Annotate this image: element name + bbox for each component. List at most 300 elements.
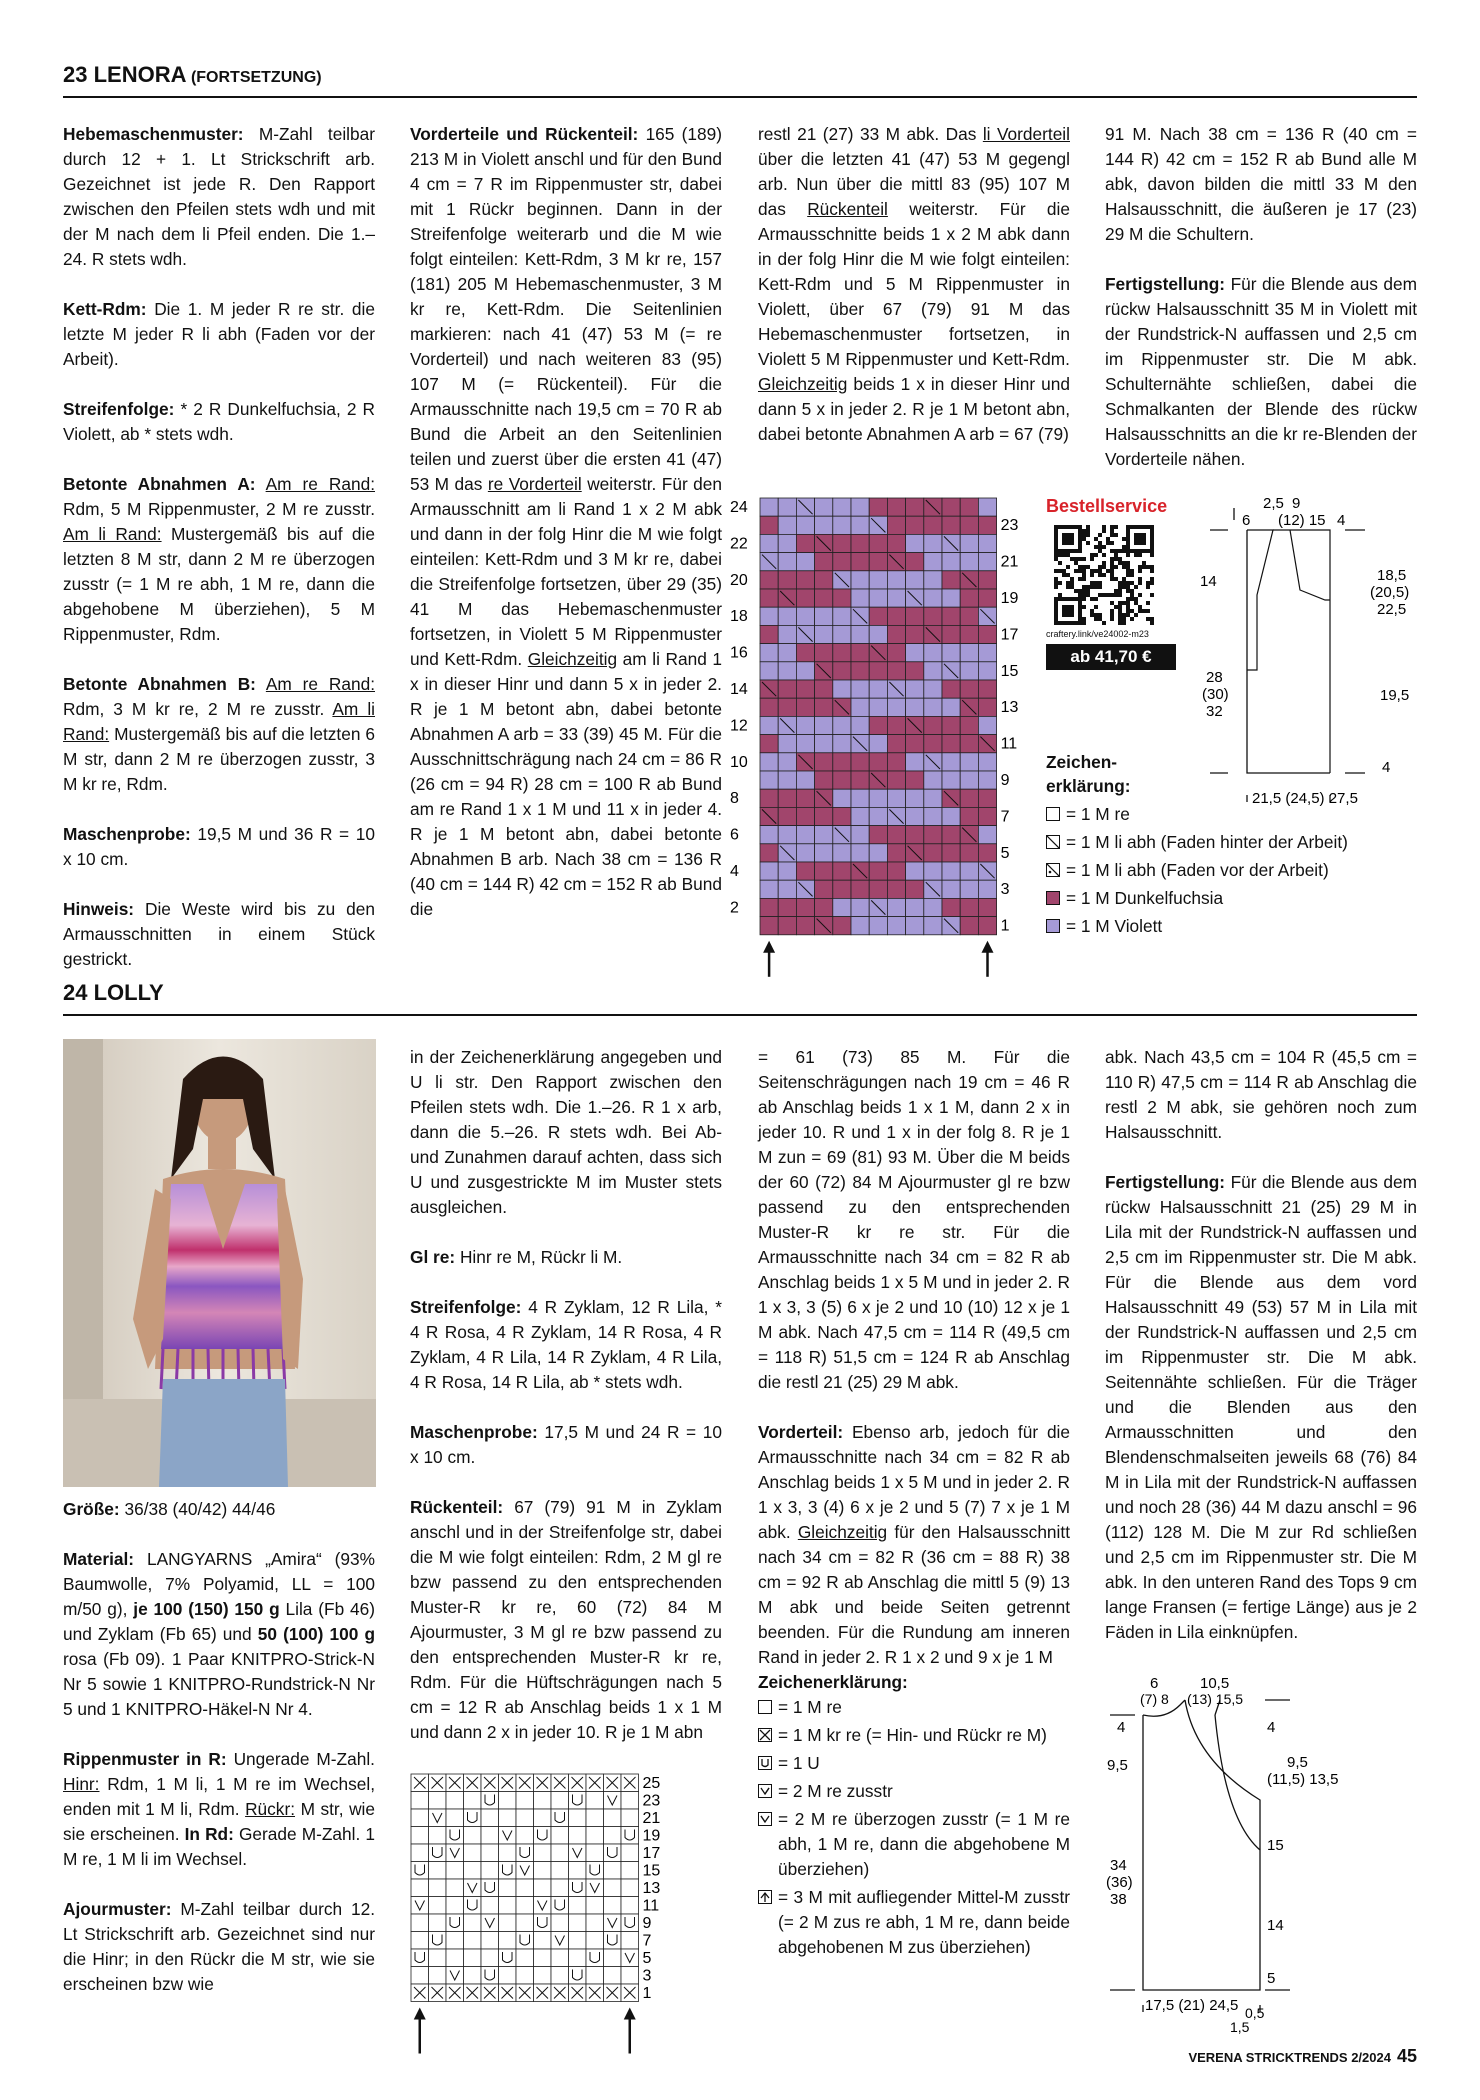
chart-cell — [833, 753, 851, 771]
chart-cell — [942, 807, 960, 825]
chart-row-number-right: 13 — [1000, 699, 1019, 717]
chart-cell — [778, 753, 796, 771]
chart-cell — [942, 589, 960, 607]
chart-cell — [481, 1827, 499, 1845]
lolly-column-4 — [1105, 1045, 1417, 1670]
chart-cell — [499, 1932, 517, 1950]
chart-cell — [760, 589, 778, 607]
chart-cell — [516, 1897, 534, 1915]
rueckenteil-paragraph: Rückenteil: 67 (79) 91 M in Zyklam anschl und in der Streifenfolge str, dabei die M wie folgt einteilen: Rdm, 2 M gl re bzw passend zu den entsprechenden Muster-R kr re, 60 (72) 84 M Ajourmuster, 3 M gl re bzw passend zu den entsprechenden Muster-R kr re, Rdm. Für die Hüftschrägungen nach 5 cm = 12 R ab Anschlag beids 1 x 1 M und dann 2 x in jeder 10. R je 1 M abn — [410, 1497, 722, 1742]
chart-cell — [869, 880, 887, 898]
chart-cell — [796, 644, 814, 662]
chart-cell — [464, 1809, 482, 1827]
lolly-chart-svg — [405, 1770, 675, 2060]
chart-cell — [815, 698, 833, 716]
chart-cell — [851, 644, 869, 662]
chart-cell — [869, 716, 887, 734]
chart-cell — [760, 625, 778, 643]
chart-cell — [833, 771, 851, 789]
lenora-chart-svg — [728, 490, 1038, 990]
chart-cell — [796, 789, 814, 807]
chart-row-number-right: 5 — [1000, 844, 1010, 862]
chart-cell — [551, 1844, 569, 1862]
chart-cell — [446, 1792, 464, 1810]
svg-text:14: 14 — [1267, 1917, 1284, 1934]
chart-cell — [869, 625, 887, 643]
chart-cell — [621, 1809, 639, 1827]
svg-text:18,5: 18,5 — [1377, 567, 1407, 584]
chart-cell — [906, 698, 924, 716]
chart-cell — [429, 1862, 447, 1880]
ruecken-paragraph: restl 21 (27) 33 M abk. Das li Vorderteil über die letzten 41 (47) 53 M gegengl arb. Nun über die mittl 83 (95) 107 M das Rückenteil weiterstr. Für die Armausschnitte beids 1 x 2 M abk dann in der folg Hinr die M wie folgt einteilen: Kett-Rdm und 5 M Rippenmuster in Violett, über 67 (79) 91 M das Hebemaschenmuster fortsetzen, in Violett 5 M Rippenmuster und Kett-Rdm. Gleichzeitig beids 1 x in dieser Hinr und dann 5 x in jeder 2. R je 1 M betont abn, dabei betonte Abnahmen A arb = 67 (79) — [758, 124, 1070, 444]
chart-cell — [851, 789, 869, 807]
svg-text:22,5: 22,5 — [1377, 601, 1407, 618]
chart-row-number-right: 9 — [1000, 772, 1010, 789]
chart-cell — [906, 880, 924, 898]
chart-cell — [960, 607, 978, 625]
chart-cell — [978, 534, 996, 552]
chart-cell — [906, 735, 924, 753]
qr-code-icon[interactable] — [1054, 525, 1154, 625]
chart-cell — [778, 698, 796, 716]
chart-cell — [851, 589, 869, 607]
chart-cell — [942, 680, 960, 698]
chart-cell — [906, 571, 924, 589]
chart-cell — [924, 607, 942, 625]
lolly-knitting-chart — [405, 1770, 675, 2060]
chart-cell — [942, 826, 960, 844]
svg-text:17,5 (21) 24,5: 17,5 (21) 24,5 — [1145, 1997, 1239, 2014]
chart-cell — [534, 1967, 552, 1985]
lolly-col4-intro: abk. Nach 43,5 cm = 104 R (45,5 cm = 110 R) 47,5 cm = 114 R ab Anschlag die restl 2 M abk, sie gehören noch zum Halsausschnitt. — [1105, 1047, 1417, 1142]
chart-cell — [778, 898, 796, 916]
chart-cell — [586, 1827, 604, 1845]
chart-cell — [815, 862, 833, 880]
chart-cell — [604, 1862, 622, 1880]
chart-cell — [942, 862, 960, 880]
svg-text:4: 4 — [1337, 512, 1346, 529]
chart-cell — [833, 607, 851, 625]
chart-cell — [924, 716, 942, 734]
lolly-legend-3m: = 3 M mit aufliegender Mittel-M zusstr (= 2 M zus re abh, 1 M re, dann beide abgehobenen M zus überziehen) — [758, 1885, 1070, 1960]
chart-cell — [760, 753, 778, 771]
chart-row-number-right: 7 — [642, 1932, 652, 1950]
chart-cell — [569, 1932, 587, 1950]
chart-cell — [960, 625, 978, 643]
chart-cell — [464, 1844, 482, 1862]
chart-cell — [481, 1949, 499, 1967]
chart-cell — [960, 716, 978, 734]
chart-cell — [887, 698, 905, 716]
chart-cell — [569, 1949, 587, 1967]
chart-cell — [569, 1844, 587, 1862]
chart-cell — [446, 1897, 464, 1915]
chart-cell — [516, 1844, 534, 1862]
chart-cell — [621, 1949, 639, 1967]
chart-cell — [429, 1967, 447, 1985]
chart-cell — [924, 844, 942, 862]
chart-cell — [796, 607, 814, 625]
chart-cell — [569, 1792, 587, 1810]
chart-cell — [887, 917, 905, 935]
chart-cell — [621, 1862, 639, 1880]
svg-text:14: 14 — [1200, 573, 1217, 590]
lenora-col4-text: 91 M. Nach 38 cm = 136 R (40 cm = 144 R) 42 cm = 152 R ab Bund alle M abk, davon bilden die mittl 33 M den Halsausschnitt, die äußeren je 17 (23) 29 M die Schultern. — [1105, 124, 1417, 244]
chart-cell — [569, 1862, 587, 1880]
svg-text:28: 28 — [1206, 669, 1223, 686]
chart-row-number-left: 6 — [730, 826, 739, 844]
chart-cell — [942, 898, 960, 916]
chart-cell — [924, 771, 942, 789]
svg-text:(30): (30) — [1202, 686, 1229, 703]
chart-cell — [887, 771, 905, 789]
page-footer — [1188, 2046, 1417, 2067]
chart-cell — [869, 698, 887, 716]
chart-cell — [621, 1792, 639, 1810]
lolly-column-2 — [410, 1045, 722, 1770]
chart-cell — [924, 589, 942, 607]
order-link[interactable]: craftery.link/ve24002-m23 — [1046, 629, 1149, 639]
chart-cell — [851, 625, 869, 643]
chart-cell — [960, 917, 978, 935]
chart-row-number-left: 24 — [730, 499, 748, 516]
chart-cell — [499, 1827, 517, 1845]
svg-text:5: 5 — [1267, 1970, 1276, 1987]
chart-cell — [942, 571, 960, 589]
chart-cell — [760, 917, 778, 935]
legend-item-li-abh-hinter: = 1 M li abh (Faden hinter der Arbeit) — [1046, 830, 1426, 855]
chart-cell — [942, 844, 960, 862]
chart-cell — [924, 571, 942, 589]
arrow-head — [763, 941, 775, 953]
magazine-name: VERENA STRICKTRENDS 2/2024 — [1188, 2050, 1391, 2065]
chart-cell — [960, 516, 978, 534]
chart-cell — [887, 753, 905, 771]
chart-cell — [760, 498, 778, 516]
chart-cell — [815, 880, 833, 898]
chart-cell — [534, 1949, 552, 1967]
chart-cell — [942, 625, 960, 643]
chart-cell — [586, 1914, 604, 1932]
chart-cell — [887, 789, 905, 807]
chart-cell — [604, 1844, 622, 1862]
chart-cell — [978, 662, 996, 680]
chart-cell — [446, 1862, 464, 1880]
chart-cell — [851, 898, 869, 916]
u-square-icon — [758, 1756, 772, 1770]
chart-cell — [760, 844, 778, 862]
chart-cell — [446, 1879, 464, 1897]
section-number-title-lolly: 24 LOLLY — [63, 980, 164, 1005]
chart-row-number-left: 22 — [730, 535, 748, 553]
chart-cell — [906, 826, 924, 844]
chart-cell — [534, 1862, 552, 1880]
section-header-lolly — [63, 980, 1417, 1016]
chart-row-number-right: 13 — [642, 1880, 661, 1897]
chart-cell — [833, 807, 851, 825]
chart-cell — [833, 625, 851, 643]
chart-cell — [815, 644, 833, 662]
chart-cell — [924, 807, 942, 825]
chart-cell — [586, 1809, 604, 1827]
chart-cell — [851, 716, 869, 734]
chart-cell — [887, 880, 905, 898]
chart-cell — [815, 607, 833, 625]
chart-cell — [833, 880, 851, 898]
chart-cell — [924, 644, 942, 662]
chart-cell — [534, 1844, 552, 1862]
svg-text:9: 9 — [1292, 495, 1301, 512]
chart-cell — [942, 753, 960, 771]
chart-row-number-right: 1 — [642, 1985, 652, 2002]
chart-cell — [887, 607, 905, 625]
chart-cell — [586, 1879, 604, 1897]
chart-cell — [411, 1967, 429, 1985]
chart-cell — [978, 625, 996, 643]
chart-cell — [887, 516, 905, 534]
lenora-fertigstellung-paragraph: Fertigstellung: Für die Blende aus dem rückw Halsausschnitt 35 M in Violett mit der Rundstrick-N auffassen und 2,5 cm im Rippenmuster str. Die M abk. Schulternähte schließen, dabei die Schmalkanten der Blende des rückw Halsausschnitts an die kr re-Blenden der Vorderteile nähen. — [1105, 274, 1417, 469]
chart-row-number-left: 4 — [730, 863, 739, 880]
chart-cell — [887, 498, 905, 516]
chart-cell — [534, 1897, 552, 1915]
chart-cell — [569, 1879, 587, 1897]
lenora-schematic-svg — [1200, 490, 1430, 820]
lenora-schematic — [1200, 490, 1430, 820]
vorderteile-paragraph: Vorderteile und Rückenteil: 165 (189) 213 M in Violett anschl und für den Bund 4 cm = 7 R im Rippenmuster str, dabei mit 1 Rückr beginnen. Dann in der Streifenfolge weiterarb und die M wie folgt einteilen: Kett-Rdm, 3 M kr re, 157 (181) 205 M Hebemaschenmuster, 3 M kr re, Kett-Rdm. Die Seitenlinien markieren: nach 41 (47) 53 M (= re Vorderteil) und nach weiteren 83 (95) 107 M (= Rückenteil). Für die Armausschnitte nach 19,5 cm = 70 R ab Bund die Arbeit an den Seitenlinien teilen und zuerst über die ersten 41 (47) 53 M das re Vorderteil weiterstr. Für den Armausschnitt am li Rand 1 x 2 M abk und dann in der folg Hinr die M wie folgt einteilen: Kett-Rdm und 3 M kr re, dabei die Streifenfolge fortsetzen, über 29 (35) 41 M das Hebemaschenmuster fortsetzen, in Violett 5 M Rippenmuster und Kett-Rdm. Gleichzeitig am li Rand 1 x in dieser Hinr und dann 5 x in jeder 2. R je 1 M betont abn, dabei betonte Abnahmen A arb = 33 (39) 45 M. Für die Ausschnittschrägung nach 24 cm = 86 R (26 cm = 94 R) 28 cm = 100 R ab Bund am re Rand 1 x 1 M und 11 x in jeder 4. R je 1 M betont abn, dabei betonte Abnahmen B arb. Nach 38 cm = 136 R (40 cm = 144 R) 42 cm = 152 R ab Bund die — [410, 124, 722, 919]
chart-cell — [942, 516, 960, 534]
chart-cell — [906, 862, 924, 880]
chart-cell — [796, 844, 814, 862]
chart-cell — [760, 607, 778, 625]
chart-row-number-right: 9 — [642, 1915, 652, 1932]
price-badge: ab 41,70 € — [1046, 644, 1176, 670]
chart-cell — [621, 1844, 639, 1862]
chart-cell — [869, 789, 887, 807]
chart-cell — [851, 771, 869, 789]
legend-item-re: = 1 M re — [1046, 802, 1426, 827]
lolly-col3-intro: = 61 (73) 85 M. Für die Seitenschrägungen nach 19 cm = 46 R ab Anschlag beids 1 x 1 M, dann 2 x in jeder 10. R und 1 x in der folg 8. R je 1 M zun = 69 (81) 93 M. Über die M beids der 60 (72) 84 M Ajourmuster gl re bzw passend zu den entsprechenden Muster-R kr re str. Für die Armausschnitte nach 34 cm = 82 R ab Anschlag beids 1 x 5 M und in jeder 2. R 1 x 3, 3 (5) 6 x je 2 und 10 (10) 12 x je 1 M abk. Nach 47,5 cm = 114 R (49,5 cm = 118 R) 51,5 cm = 124 R ab Anschlag die restl 21 (25) 29 M abk. — [758, 1047, 1070, 1392]
chart-cell — [499, 1879, 517, 1897]
chart-cell — [481, 1897, 499, 1915]
chart-cell — [446, 1914, 464, 1932]
chart-cell — [499, 1792, 517, 1810]
chart-cell — [833, 589, 851, 607]
chart-cell — [796, 571, 814, 589]
chart-cell — [833, 898, 851, 916]
chart-cell — [778, 662, 796, 680]
chart-cell — [411, 1827, 429, 1845]
hinweis-paragraph: Hinweis: Die Weste wird bis zu den Armausschnitten in einem Stück gestrickt. — [63, 899, 375, 969]
legend-title-line2: erklärung: — [1046, 776, 1131, 796]
chart-cell — [815, 826, 833, 844]
chart-cell — [760, 571, 778, 589]
model-photo-svg — [63, 1039, 376, 1487]
chart-row-number-right: 11 — [642, 1897, 660, 1915]
chart-cell — [851, 698, 869, 716]
cross-square-icon — [758, 1728, 772, 1742]
chart-row-number-left: 10 — [730, 753, 748, 771]
chart-cell — [481, 1967, 499, 1985]
chart-cell — [534, 1932, 552, 1950]
chart-cell — [411, 1862, 429, 1880]
chart-cell — [778, 607, 796, 625]
chart-cell — [960, 753, 978, 771]
chart-cell — [778, 735, 796, 753]
chart-cell — [869, 680, 887, 698]
chart-row-number-left: 2 — [730, 899, 739, 917]
lolly-col2-intro: in der Zeichenerklärung angegeben und U li str. Den Rapport zwischen den Pfeilen stets wdh. Die 1.–26. R 1 x arb, dann die 5.–26. R stets wdh. Bei Ab- und Zunahmen darauf achten, dass sich U und zusgestrickte M im Muster stets ausgleichen. — [410, 1047, 722, 1217]
chart-cell — [464, 1862, 482, 1880]
chart-cell — [516, 1967, 534, 1985]
maschenprobe-paragraph: Maschenprobe: 19,5 M und 36 R = 10 x 10 cm. — [63, 824, 376, 869]
chart-cell — [851, 516, 869, 534]
chart-cell — [906, 771, 924, 789]
chart-cell — [924, 534, 942, 552]
chart-cell — [778, 771, 796, 789]
chart-cell — [464, 1932, 482, 1950]
chart-cell — [586, 1967, 604, 1985]
chart-row-number-right: 21 — [1000, 553, 1019, 571]
chart-cell — [978, 698, 996, 716]
chart-cell — [586, 1932, 604, 1950]
chart-cell — [411, 1932, 429, 1950]
chart-cell — [534, 1809, 552, 1827]
chart-cell — [851, 826, 869, 844]
chart-cell — [869, 589, 887, 607]
chart-cell — [815, 898, 833, 916]
svg-text:0,5: 0,5 — [1245, 2005, 1265, 2021]
chart-cell — [960, 880, 978, 898]
rippenmuster-paragraph: Rippenmuster in R: Ungerade M-Zahl. Hinr: Rdm, 1 M li, 1 M re im Wechsel, enden mit 1 M li, Rdm. Rückr: M str, wie sie erscheinen. In Rd: Gerade M-Zahl. 1 M re, 1 M li im Wechsel. — [63, 1749, 375, 1869]
diagonal-dot-square-icon — [1046, 863, 1060, 877]
chart-cell — [604, 1827, 622, 1845]
chart-row-number-right: 17 — [642, 1845, 661, 1862]
chart-cell — [586, 1897, 604, 1915]
svg-text:(12) 15: (12) 15 — [1278, 512, 1326, 529]
chart-cell — [815, 844, 833, 862]
chart-cell — [960, 789, 978, 807]
chart-cell — [516, 1914, 534, 1932]
empty-square-icon — [758, 1700, 772, 1714]
chart-cell — [869, 917, 887, 935]
chart-cell — [760, 862, 778, 880]
svg-text:1,5: 1,5 — [1230, 2019, 1250, 2035]
chart-cell — [851, 880, 869, 898]
section-number-title: 23 LENORA — [63, 62, 187, 87]
chart-cell — [604, 1809, 622, 1827]
chart-cell — [869, 735, 887, 753]
chart-row-number-right: 23 — [642, 1792, 661, 1810]
chart-cell — [411, 1897, 429, 1915]
chart-cell — [942, 698, 960, 716]
chart-cell — [760, 662, 778, 680]
chart-row-number-left: 8 — [730, 790, 739, 808]
chart-cell — [960, 735, 978, 753]
chart-cell — [796, 516, 814, 534]
model-photo — [63, 1039, 376, 1487]
chart-cell — [760, 534, 778, 552]
chart-cell — [499, 1967, 517, 1985]
svg-text:(20,5): (20,5) — [1370, 584, 1410, 601]
lolly-legend-title: Zeichenerklärung: — [758, 1672, 908, 1692]
chart-cell — [778, 680, 796, 698]
ajourmuster-paragraph: Ajourmuster: M-Zahl teilbar durch 12. Lt Strickschrift arb. Gezeichnet sind nur die Hinr; in den Rückr die M str, wie sie erscheinen bzw wie — [63, 1899, 375, 1994]
glre-paragraph: Gl re: Hinr re M, Rückr li M. — [410, 1247, 623, 1267]
chart-cell — [481, 1792, 499, 1810]
chart-cell — [815, 516, 833, 534]
svg-text:38: 38 — [1110, 1891, 1127, 1908]
chart-cell — [924, 553, 942, 571]
chart-cell — [778, 807, 796, 825]
chart-cell — [796, 862, 814, 880]
lolly-legend-u: = 1 U — [758, 1751, 1070, 1776]
chart-cell — [906, 516, 924, 534]
chart-row-number-right: 17 — [1000, 626, 1019, 644]
chart-cell — [534, 1879, 552, 1897]
chart-cell — [429, 1932, 447, 1950]
chart-cell — [778, 789, 796, 807]
chart-cell — [960, 862, 978, 880]
chart-cell — [429, 1792, 447, 1810]
chart-cell — [796, 771, 814, 789]
chart-cell — [569, 1897, 587, 1915]
section-header-lenora — [63, 62, 1417, 98]
svg-text:15: 15 — [1267, 1837, 1284, 1854]
svg-text:34: 34 — [1110, 1857, 1127, 1874]
chart-cell — [869, 498, 887, 516]
chart-row-number-right: 15 — [1000, 662, 1019, 680]
chart-cell — [778, 917, 796, 935]
chart-cell — [942, 735, 960, 753]
chart-cell — [978, 589, 996, 607]
arrow-head — [982, 941, 994, 953]
chart-cell — [978, 753, 996, 771]
chart-cell — [869, 844, 887, 862]
chart-cell — [815, 498, 833, 516]
chart-cell — [869, 753, 887, 771]
chart-cell — [796, 735, 814, 753]
chart-cell — [551, 1809, 569, 1827]
double-decrease-square-icon — [758, 1890, 772, 1904]
right-decrease-square-icon — [758, 1784, 772, 1798]
chart-cell — [815, 571, 833, 589]
chart-row-number-right: 15 — [642, 1862, 661, 1880]
chart-cell — [887, 589, 905, 607]
chart-cell — [851, 917, 869, 935]
chart-cell — [411, 1792, 429, 1810]
chart-cell — [906, 807, 924, 825]
chart-cell — [551, 1862, 569, 1880]
chart-cell — [429, 1879, 447, 1897]
chart-cell — [551, 1949, 569, 1967]
chart-cell — [778, 553, 796, 571]
chart-cell — [516, 1809, 534, 1827]
chart-cell — [778, 644, 796, 662]
chart-cell — [851, 807, 869, 825]
chart-row-number-left: 20 — [730, 571, 748, 589]
chart-cell — [869, 553, 887, 571]
chart-cell — [516, 1949, 534, 1967]
diagonal-square-icon — [1046, 835, 1060, 849]
chart-cell — [760, 880, 778, 898]
chart-row-number-left: 18 — [730, 608, 748, 626]
svg-text:(11,5) 13,5: (11,5) 13,5 — [1267, 1771, 1339, 1788]
chart-cell — [551, 1827, 569, 1845]
svg-text:6: 6 — [1242, 512, 1251, 529]
chart-cell — [569, 1809, 587, 1827]
chart-cell — [887, 844, 905, 862]
chart-cell — [942, 607, 960, 625]
